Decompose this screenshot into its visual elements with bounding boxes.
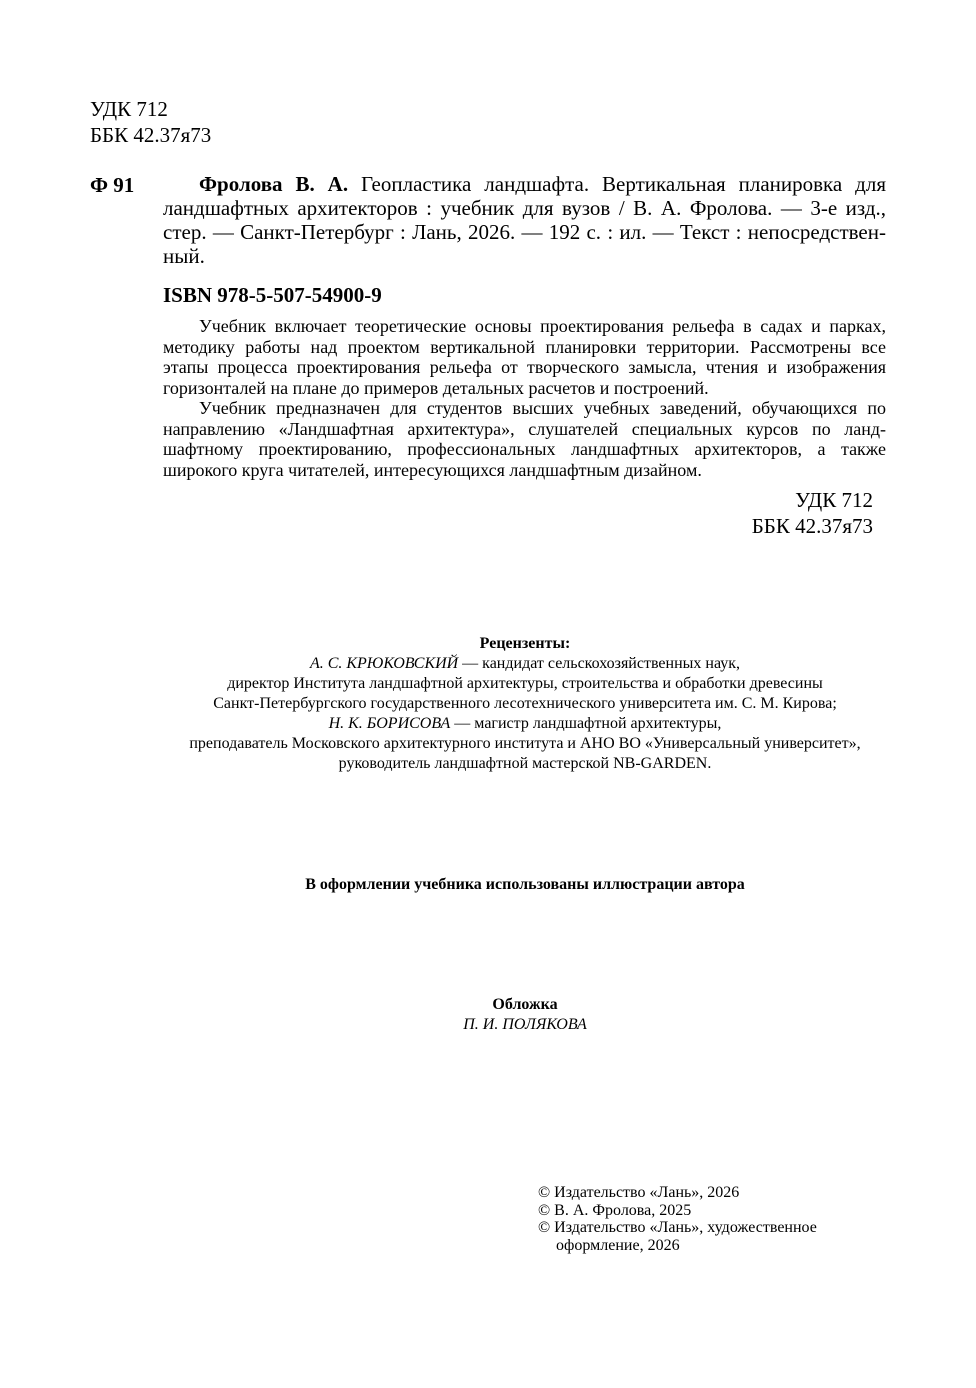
- reviewer-2-line: [90, 714, 960, 734]
- udk-bbk-bottom: [700, 487, 873, 539]
- bibliographic-record: [163, 172, 886, 268]
- cover-heading: Обложка: [492, 996, 558, 1013]
- copyright-line-continuation: оформление, 2026: [556, 1236, 680, 1254]
- annotation: [163, 316, 886, 480]
- author-sign: Ф 91: [90, 173, 135, 197]
- reviewer-1-line: [90, 654, 960, 674]
- reviewer-2-title: — магистр ландшафтной архитектуры,: [450, 715, 722, 732]
- copyright-line: © Издательство «Лань», художественное: [538, 1219, 817, 1236]
- udk-bbk-top: [90, 96, 211, 148]
- isbn: ISBN 978-5-507-54900-9: [163, 283, 382, 307]
- reviewer-2-position: преподаватель Московского архитектурного института и АНО ВО «Универсальный университет»,: [189, 735, 861, 752]
- udk-code: УДК 712: [795, 488, 873, 512]
- copyright-block: [538, 1184, 868, 1254]
- bibliographic-description: Геопластика ландшафта. Вертикальная планировка для ландшафтных архитекторов : учебник для вузов / В. А. Фролова. — 3-е изд., стер. — Санкт-Петербург : Лань, 2026. — 192 с. : ил. — Текст : непосредственный.: [163, 172, 886, 268]
- author-name: Фролова В. А.: [199, 172, 349, 196]
- reviewer-1-position: директор Института ландшафтной архитектуры, строительства и обработки древесины: [227, 675, 823, 692]
- reviewer-2-affiliation: руководитель ландшафтной мастерской NB-GARDEN.: [338, 755, 712, 772]
- bbk-code: ББК 42.37я73: [751, 514, 873, 538]
- reviewers-block: [90, 634, 960, 774]
- copyright-line: © Издательство «Лань», 2026: [538, 1184, 740, 1201]
- cover-credit: [90, 995, 960, 1035]
- cover-designer: П. И. ПОЛЯКОВА: [463, 1016, 587, 1033]
- reviewer-1-name: А. С. КРЮКОВСКИЙ: [309, 655, 459, 672]
- reviewers-heading: Рецензенты:: [479, 635, 571, 652]
- annotation-paragraph: Учебник включает теоретические основы проектирования рельефа в садах и парках, методику работы над проектом вертикальной планировки территории. Рассмотрены все этапы процесса проектирования рельефа от творческого замысла, чтения и изображения горизонталей на плане до примеров детальных расчетов и построений.: [163, 316, 886, 398]
- reviewer-1-affiliation: Санкт-Петербургского государственного лесотехнического университета им. С. М. Кирова;: [213, 695, 837, 712]
- reviewer-2-name: Н. К. БОРИСОВА: [328, 715, 451, 732]
- reviewer-1-title: — кандидат сельскохозяйственных наук,: [458, 655, 741, 672]
- annotation-paragraph: Учебник предназначен для студентов высших учебных заведений, обучающихся по направлению «Ландшафтная архитектура», слушателей специальных курсов по ландшафтному проектированию, профессиональных ландшафтных архитекторов, а также широкого круга читателей, интересующихся ландшафтным дизайном.: [163, 398, 886, 480]
- bbk-code: ББК 42.37я73: [90, 123, 212, 147]
- copyright-line: © В. А. Фролова, 2025: [538, 1201, 692, 1219]
- udk-code: УДК 712: [90, 97, 168, 121]
- illustrations-note: В оформлении учебника использованы иллюстрации автора: [305, 876, 745, 893]
